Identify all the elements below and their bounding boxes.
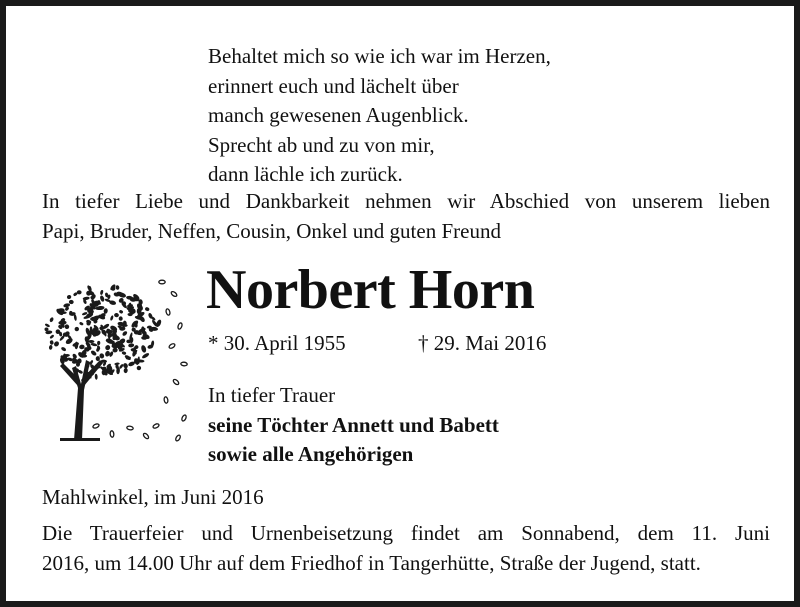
farewell-line: In tiefer Liebe und Dankbarkeit nehmen wir Abschied von unserem lieben	[42, 189, 770, 213]
funeral-line: Die Trauerfeier und Urnenbeisetzung findet am Sonnabend, dem 11. Juni	[42, 521, 770, 545]
mourners	[208, 381, 499, 470]
farewell-text	[42, 186, 770, 246]
poem-line: erinnert euch und lächelt über	[208, 73, 459, 98]
farewell-line: Papi, Bruder, Neffen, Cousin, Onkel und guten Freund	[42, 219, 501, 243]
funeral-info	[42, 518, 770, 578]
poem-line: Behaltet mich so wie ich war im Herzen,	[208, 44, 551, 68]
tree-with-falling-leaves-icon	[34, 268, 194, 453]
poem-line: dann lächle ich zurück.	[208, 162, 403, 186]
poem-line: manch gewesenen Augenblick.	[208, 103, 469, 127]
birth-date: * 30. April 1955	[208, 331, 346, 355]
deceased-name: Norbert Horn	[206, 259, 535, 321]
mourners-relatives: sowie alle Angehörigen	[208, 442, 414, 466]
mourners-family: seine Töchter Annett und Babett	[208, 412, 499, 437]
funeral-line: 2016, um 14.00 Uhr auf dem Friedhof in Tangerhütte, Straße der Jugend, statt.	[42, 551, 701, 575]
mourners-intro: In tiefer Trauer	[208, 383, 336, 407]
death-date: † 29. Mai 2016	[418, 331, 547, 355]
poem-line: Sprecht ab und zu von mir,	[208, 132, 435, 157]
place-and-date: Mahlwinkel, im Juni 2016	[42, 485, 264, 509]
poem	[208, 42, 551, 190]
